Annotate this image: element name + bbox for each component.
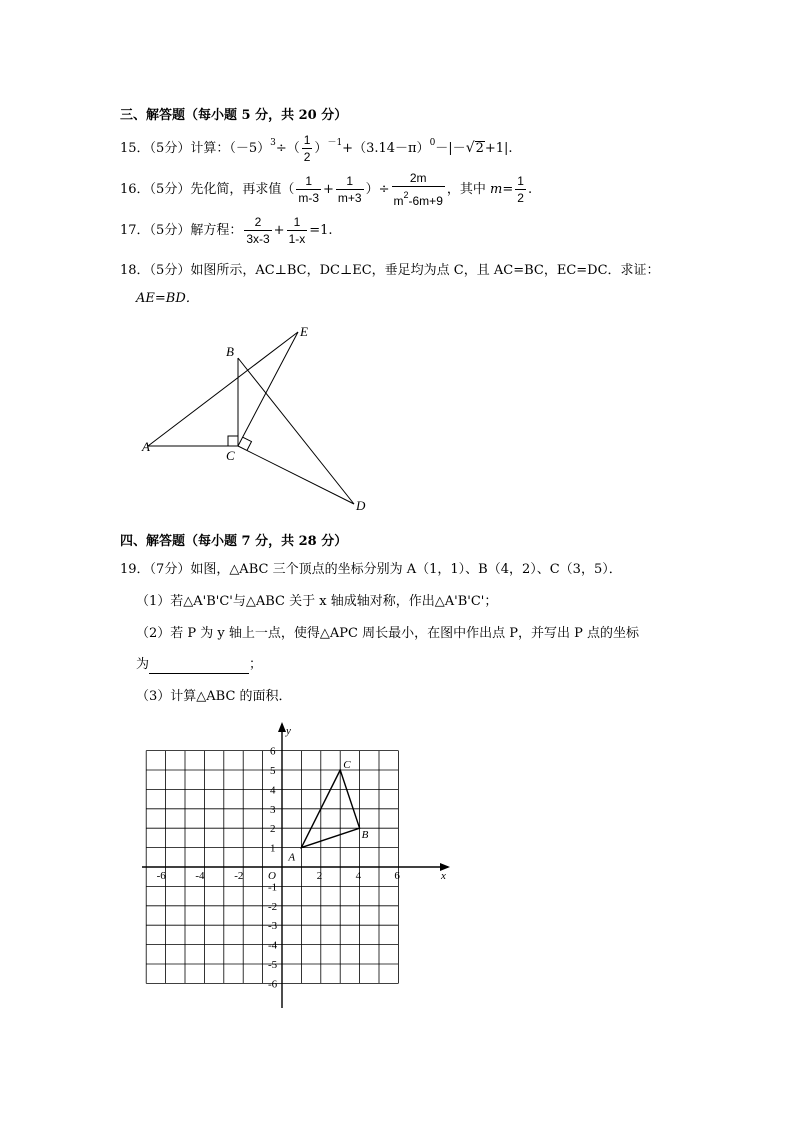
segment-BD <box>238 358 354 504</box>
q17-end: =1. <box>309 223 333 238</box>
question-16 <box>120 170 532 209</box>
q15-mid: +（3.14－π） <box>342 141 430 156</box>
q16-div: ）÷ <box>365 182 390 197</box>
q17-f2-numerator: 1 <box>287 214 308 231</box>
label-C: C <box>226 448 235 463</box>
question-19-part1: （1）若△A'B'C'与△ABC 关于 x 轴成轴对称，作出△A'B'C'； <box>136 594 498 609</box>
q16-eq: = <box>502 182 514 197</box>
q16-fraction-2 <box>336 173 364 206</box>
q16-cond: ，其中 <box>446 182 491 197</box>
axes <box>142 722 450 1008</box>
q15-after-frac: ） <box>314 141 328 156</box>
sqrt-icon: √ <box>465 140 475 156</box>
q15-prefix: 15．（5分）计算：（－5） <box>120 141 271 156</box>
segment-AE <box>148 332 298 446</box>
x-tick-label: 6 <box>394 870 400 882</box>
y-tick-label: -6 <box>268 978 278 991</box>
coordinate-grid <box>140 720 460 1010</box>
y-axis-arrow-icon <box>278 722 286 732</box>
q16-f3-den-a: m <box>393 194 404 208</box>
x-tick-label: 4 <box>355 870 362 882</box>
section3-title: 三、解答题（每小题 5 分，共 20 分） <box>120 108 348 123</box>
q17-fraction-2 <box>287 214 308 247</box>
q17-prefix: 17．（5分）解方程： <box>120 223 243 238</box>
y-tick-label: -3 <box>268 920 278 933</box>
q16-f3-den-exp: 2 <box>403 190 409 200</box>
q16-f2-denominator: m+3 <box>337 191 362 205</box>
x-axis-label: x <box>441 870 446 882</box>
q19-answer-prefix: 为 <box>136 657 150 672</box>
y-tick-label: -1 <box>268 881 278 894</box>
q16-f2-numerator: 1 <box>336 173 364 190</box>
q15-exponent: 3 <box>270 138 276 148</box>
label-A: A <box>142 439 150 454</box>
point-label-B: B <box>361 829 369 842</box>
label-D: D <box>356 498 366 513</box>
y-tick-label: 2 <box>270 823 276 836</box>
q16-plus: + <box>323 182 334 197</box>
label-E: E <box>300 324 308 339</box>
x-tick-label: 2 <box>316 870 323 882</box>
q16-f4-denominator: 2 <box>517 191 524 205</box>
answer-blank[interactable] <box>149 659 249 674</box>
y-tick-label: 1 <box>270 842 276 855</box>
y-tick-label: 5 <box>270 765 276 777</box>
q15-exponent-0: 0 <box>429 138 436 148</box>
q16-f4-numerator: 1 <box>517 174 524 188</box>
q15-sqrt-arg: 2 <box>475 141 484 156</box>
q15-exponent-neg1: －1 <box>327 138 343 148</box>
q17-plus: + <box>273 223 285 238</box>
q16-f1-numerator: 1 <box>296 173 321 190</box>
q15-tail-b: +1|. <box>484 141 513 156</box>
question-19-line1: 19．（7分）如图，△ABC 三个顶点的坐标分别为 A（1，1）、B（4，2）、C（3，5）． <box>120 562 622 577</box>
q17-f1-denominator: 3x-3 <box>246 232 270 246</box>
origin-label: O <box>268 870 276 882</box>
q17-f2-denominator: 1-x <box>288 232 306 246</box>
right-angle-ACB-icon <box>228 436 238 446</box>
point-label-C: C <box>343 759 351 771</box>
y-tick-label: 6 <box>270 745 276 758</box>
question-18-line1: 18．（5分）如图所示，AC⊥BC，DC⊥EC，垂足均为点 C，且 AC=BC，EC=DC．求证： <box>120 263 660 278</box>
segment-CE <box>238 332 298 446</box>
q16-var: m <box>490 182 503 197</box>
q15-fraction <box>302 132 313 165</box>
label-B: B <box>226 344 234 359</box>
q16-f3-denominator <box>392 187 445 209</box>
x-tick-label: -2 <box>234 870 244 882</box>
y-axis-label: y <box>286 725 291 737</box>
q16-fraction-4 <box>515 173 526 206</box>
q17-f1-numerator: 2 <box>244 214 271 231</box>
question-19-part2: （2）若 P 为 y 轴上一点，使得△APC 周长最小，在图中作出点 P，并写出 P 点的坐标 <box>136 626 639 641</box>
question-17 <box>120 214 333 247</box>
y-tick-label: -5 <box>268 959 278 971</box>
segment-CD <box>238 446 354 504</box>
q15-tail-a: －|－ <box>435 141 466 156</box>
x-tick-label: -4 <box>195 870 205 882</box>
question-18-line2: AE=BD． <box>136 291 199 306</box>
question-19-part2-answer <box>136 656 262 674</box>
q16-f3-numerator: 2m <box>392 170 445 187</box>
q16-prefix: 16．（5分）先化简，再求值（ <box>120 182 295 197</box>
y-tick-label: -2 <box>268 900 278 913</box>
question-15 <box>120 132 513 165</box>
q17-fraction-1 <box>244 214 271 247</box>
y-tick-label: -4 <box>268 939 278 952</box>
q15-frac-numerator: 1 <box>303 133 311 147</box>
point-label-A: A <box>288 851 296 864</box>
q16-fraction-1 <box>296 173 321 206</box>
q16-f1-denominator: m-3 <box>298 191 319 205</box>
x-tick-label: -6 <box>156 870 166 882</box>
q16-fraction-3 <box>392 170 445 209</box>
q15-frac-denominator: 2 <box>303 150 311 164</box>
q16-f3-den-b: -6m+9 <box>408 194 443 208</box>
q16-end: . <box>527 182 533 197</box>
y-tick-label: 4 <box>270 784 276 797</box>
section4-title: 四、解答题（每小题 7 分，共 28 分） <box>120 534 348 549</box>
q15-div: ÷（ <box>275 141 300 156</box>
triangle-figure <box>130 320 390 520</box>
q19-answer-suffix: ； <box>249 657 263 672</box>
question-19-part3: （3）计算△ABC 的面积． <box>136 689 292 704</box>
y-tick-label: 3 <box>270 803 276 816</box>
